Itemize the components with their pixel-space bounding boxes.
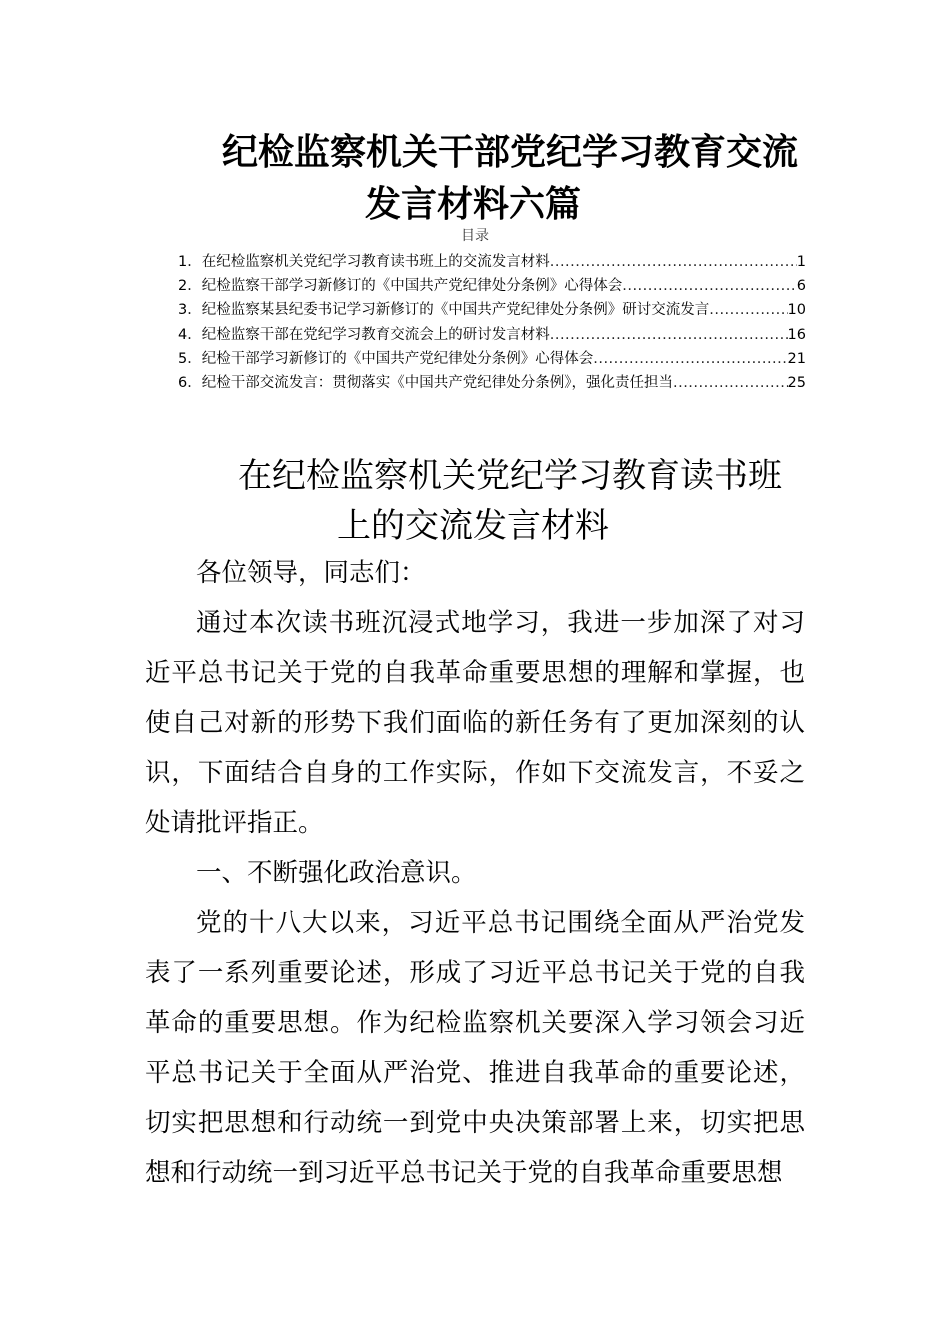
toc-entry-1[interactable]	[178, 250, 806, 274]
toc-entry-number: 2．	[178, 278, 202, 295]
toc-leader-dots	[622, 274, 797, 298]
toc-entry-text: 纪检监察干部学习新修订的《中国共产党纪律处分条例》心得体会	[201, 278, 623, 295]
toc-heading: 目录	[461, 228, 489, 244]
toc-entry-number: 4．	[178, 326, 202, 343]
toc-entry-page: 16	[787, 326, 806, 343]
toc-entry-text: 在纪检监察机关党纪学习教育读书班上的交流发言材料	[201, 254, 550, 270]
toc-entry-2[interactable]	[178, 274, 806, 298]
toc-entry-page: 21	[787, 350, 806, 367]
toc-entry-page: 6	[796, 278, 806, 295]
section-title-line-1: 在纪检监察机关党纪学习教育读书班	[238, 456, 782, 496]
toc-entry-text: 纪检监察某县纪委书记学习新修订的《中国共产党纪律处分条例》研讨交流发言	[201, 302, 710, 319]
toc-leader-dots	[550, 250, 797, 274]
toc-entry-number: 5．	[178, 350, 202, 367]
document-title-line-2: 发言材料六篇	[364, 184, 581, 225]
toc-entry-text: 纪检干部学习新修订的《中国共产党纪律处分条例》心得体会	[201, 350, 594, 367]
toc-leader-dots	[709, 298, 787, 322]
toc-entry-number: 3．	[178, 302, 202, 319]
toc-leader-dots	[593, 347, 787, 371]
body-paragraph-1: 通过本次读书班沉浸式地学习，我进一步加深了对习近平总书记关于党的自我革命重要思想的理解和掌握，也使自己对新的形势下我们面临的新任务有了更加深刻的认识，下面结合自身的工作实际，作如下交流发言，不妥之处请批评指正。	[145, 608, 805, 838]
toc-entry-4[interactable]	[178, 323, 806, 347]
toc-entry-3[interactable]	[178, 298, 806, 322]
toc-entry-5[interactable]	[178, 347, 806, 371]
document-title-line-1: 纪检监察机关干部党纪学习教育交流	[221, 132, 798, 173]
section-title-line-2: 上的交流发言材料	[337, 506, 609, 546]
subheading-1: 一、不断强化政治意识。	[196, 858, 477, 888]
table-of-contents	[178, 250, 806, 395]
toc-leader-dots	[550, 323, 788, 347]
section-body	[145, 548, 805, 1198]
toc-entry-page: 10	[787, 302, 806, 319]
toc-entry-page: 1	[796, 254, 806, 270]
body-paragraph-2: 党的十八大以来，习近平总书记围绕全面从严治党发表了一系列重要论述，形成了习近平总书记关于党的自我革命的重要思想。作为纪检监察机关要深入学习领会习近平总书记关于全面从严治党、推进自我革命的重要论述，切实把思想和行动统一到党中央决策部署上来，切实把思想和行动统一到习近平总书记关于党的自我革命重要思想	[145, 908, 805, 1188]
toc-entry-text: 纪检监察干部在党纪学习教育交流会上的研讨发言材料	[201, 326, 550, 343]
toc-leader-dots	[673, 371, 788, 395]
greeting: 各位领导，同志们：	[196, 558, 426, 588]
toc-entry-page: 25	[787, 374, 806, 391]
toc-entry-number: 6．	[178, 374, 202, 391]
toc-entry-6[interactable]	[178, 371, 806, 395]
toc-entry-text: 纪检干部交流发言：贯彻落实《中国共产党纪律处分条例》，强化责任担当	[201, 374, 673, 391]
toc-entry-number: 1．	[178, 254, 202, 270]
